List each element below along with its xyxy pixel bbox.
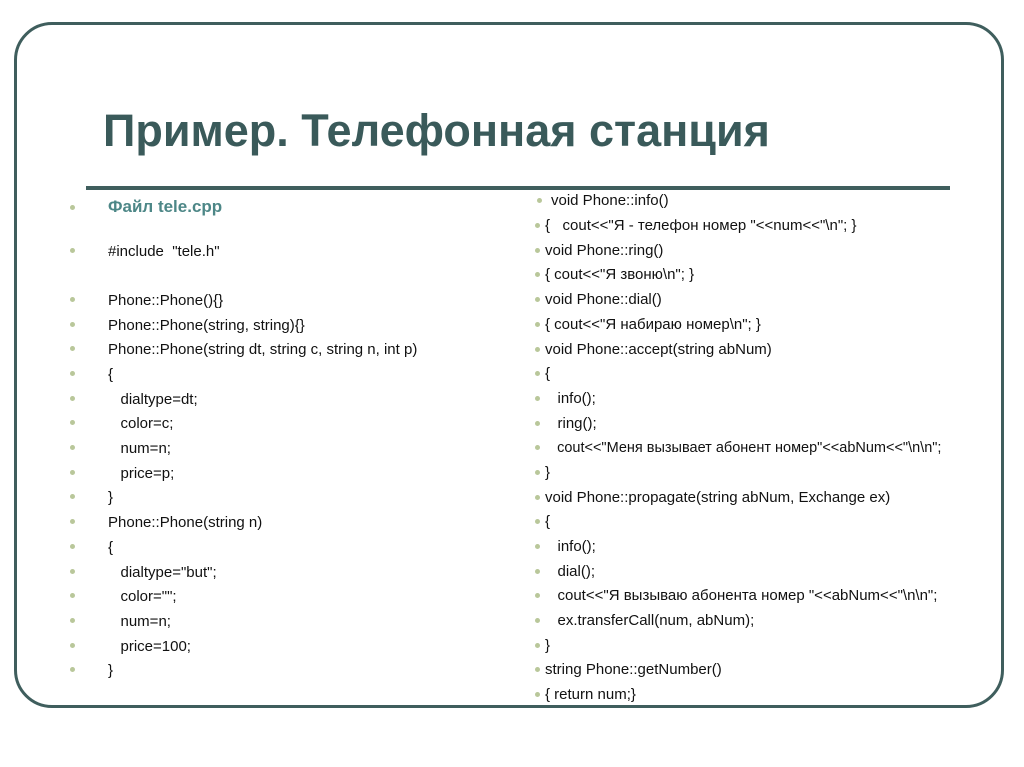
- code-line: void Phone::accept(string abNum): [545, 341, 772, 358]
- code-line-item: [535, 586, 937, 606]
- code-line-item: [535, 488, 890, 508]
- code-line: ring();: [545, 415, 597, 432]
- code-line: info();: [545, 538, 596, 555]
- bullet-icon: [70, 667, 75, 672]
- bullet-icon: [70, 396, 75, 401]
- code-line: }: [545, 637, 551, 654]
- code-line-item: [535, 562, 595, 582]
- code-line-item: [535, 389, 596, 409]
- code-line: num=n;: [108, 613, 171, 630]
- code-line-item: [70, 612, 171, 632]
- bullet-icon: [535, 248, 540, 253]
- code-line: cout<<"Меня вызывает абонент номер"<<abNum<<"\n\n";: [545, 440, 942, 456]
- bullet-icon: [70, 322, 75, 327]
- bullet-icon: [535, 569, 540, 574]
- code-line-item: [535, 290, 662, 310]
- bullet-icon: [70, 519, 75, 524]
- code-line: Phone::Phone(string n): [108, 514, 263, 531]
- code-line: {: [108, 539, 114, 556]
- code-line-item: [535, 340, 772, 360]
- code-line-item: [535, 191, 669, 211]
- code-line: dialtype="but";: [108, 564, 217, 581]
- code-line: info();: [545, 390, 596, 407]
- code-line: Phone::Phone(string, string){}: [108, 317, 305, 334]
- code-line: Phone::Phone(){}: [108, 292, 224, 309]
- code-line-item: [535, 636, 550, 656]
- bullet-icon: [535, 593, 540, 598]
- code-line-item: [70, 242, 220, 262]
- code-line-item: [70, 637, 191, 657]
- code-line: { return num;}: [545, 686, 636, 703]
- code-line-item: [535, 438, 941, 458]
- code-line: string Phone::getNumber(): [545, 661, 722, 678]
- code-line: #include "tele.h": [108, 243, 220, 260]
- code-line-item: [535, 685, 636, 705]
- bullet-icon: [535, 495, 540, 500]
- code-line: color="";: [108, 588, 177, 605]
- code-line-item: [535, 537, 596, 557]
- bullet-icon: [535, 692, 540, 697]
- code-line: dialtype=dt;: [108, 391, 198, 408]
- bullet-icon: [70, 420, 75, 425]
- bullet-icon: [70, 544, 75, 549]
- bullet-icon: [70, 470, 75, 475]
- code-line: void Phone::propagate(string abNum, Exchange ex): [545, 489, 891, 506]
- code-line: {: [545, 365, 551, 382]
- bullet-icon: [535, 421, 540, 426]
- code-line: ex.transferCall(num, abNum);: [545, 612, 755, 629]
- code-line: { cout<<"Я набираю номер\n"; }: [545, 316, 761, 333]
- code-line: }: [545, 464, 551, 481]
- code-line-item: [70, 340, 417, 360]
- code-line: dial();: [545, 563, 596, 580]
- bullet-icon: [535, 396, 540, 401]
- code-line-item: [70, 365, 113, 385]
- code-line: { cout<<"Я - телефон номер "<<num<<"\n"; }: [545, 217, 857, 234]
- code-line-item: [70, 414, 173, 434]
- code-line-item: [70, 464, 174, 484]
- code-line-item: [70, 563, 217, 583]
- code-line-item: [535, 414, 597, 434]
- bullet-icon: [70, 205, 75, 210]
- code-line: }: [108, 662, 114, 679]
- bullet-icon: [535, 223, 540, 228]
- code-line: price=p;: [108, 465, 175, 482]
- code-line: void Phone::dial(): [545, 291, 662, 308]
- code-line: cout<<"Я вызываю абонента номер "<<abNum<<"\n\n";: [545, 587, 938, 604]
- code-line: Файл tele.cpp: [108, 197, 223, 216]
- bullet-icon: [70, 593, 75, 598]
- file-heading: [70, 197, 222, 217]
- code-line-item: [535, 611, 754, 631]
- bullet-icon: [535, 519, 540, 524]
- bullet-icon: [70, 346, 75, 351]
- bullet-icon: [70, 371, 75, 376]
- bullet-icon: [70, 643, 75, 648]
- bullet-icon: [70, 618, 75, 623]
- bullet-icon: [70, 248, 75, 253]
- code-line-item: [70, 439, 171, 459]
- code-line-item: [70, 316, 305, 336]
- bullet-icon: [535, 322, 540, 327]
- code-line: {: [108, 366, 114, 383]
- bullet-icon: [537, 198, 542, 203]
- code-line: color=c;: [108, 415, 174, 432]
- code-line-item: [70, 587, 177, 607]
- code-line: num=n;: [108, 440, 171, 457]
- code-line-item: [70, 488, 113, 508]
- code-line: Phone::Phone(string dt, string c, string n, int p): [108, 341, 418, 358]
- bullet-icon: [535, 272, 540, 277]
- title-underline: [86, 186, 950, 190]
- code-line-item: [70, 538, 113, 558]
- bullet-icon: [535, 643, 540, 648]
- bullet-icon: [535, 618, 540, 623]
- code-line-item: [70, 390, 198, 410]
- bullet-icon: [70, 569, 75, 574]
- bullet-icon: [70, 297, 75, 302]
- code-line-item: [535, 364, 550, 384]
- code-line-item: [70, 291, 223, 311]
- bullet-icon: [535, 667, 540, 672]
- bullet-icon: [535, 470, 540, 475]
- bullet-icon: [535, 544, 540, 549]
- bullet-icon: [535, 347, 540, 352]
- code-line-item: [70, 513, 262, 533]
- code-line-item: [535, 265, 694, 285]
- code-line: price=100;: [108, 638, 191, 655]
- code-line: {: [545, 513, 551, 530]
- code-line-item: [535, 216, 856, 236]
- bullet-icon: [70, 494, 75, 499]
- code-line-item: [535, 463, 550, 483]
- bullet-icon: [535, 297, 540, 302]
- code-line-item: [535, 660, 722, 680]
- code-line: void Phone::info(): [551, 192, 669, 209]
- slide-title: Пример. Телефонная станция: [103, 105, 770, 156]
- code-line-item: [535, 241, 663, 261]
- code-line-item: [535, 315, 761, 335]
- code-line-item: [70, 661, 113, 681]
- code-line-item: [535, 512, 550, 532]
- bullet-icon: [535, 445, 540, 450]
- code-line: }: [108, 489, 114, 506]
- bullet-icon: [535, 371, 540, 376]
- code-line: { cout<<"Я звоню\n"; }: [545, 266, 695, 283]
- code-line: void Phone::ring(): [545, 242, 664, 259]
- bullet-icon: [70, 445, 75, 450]
